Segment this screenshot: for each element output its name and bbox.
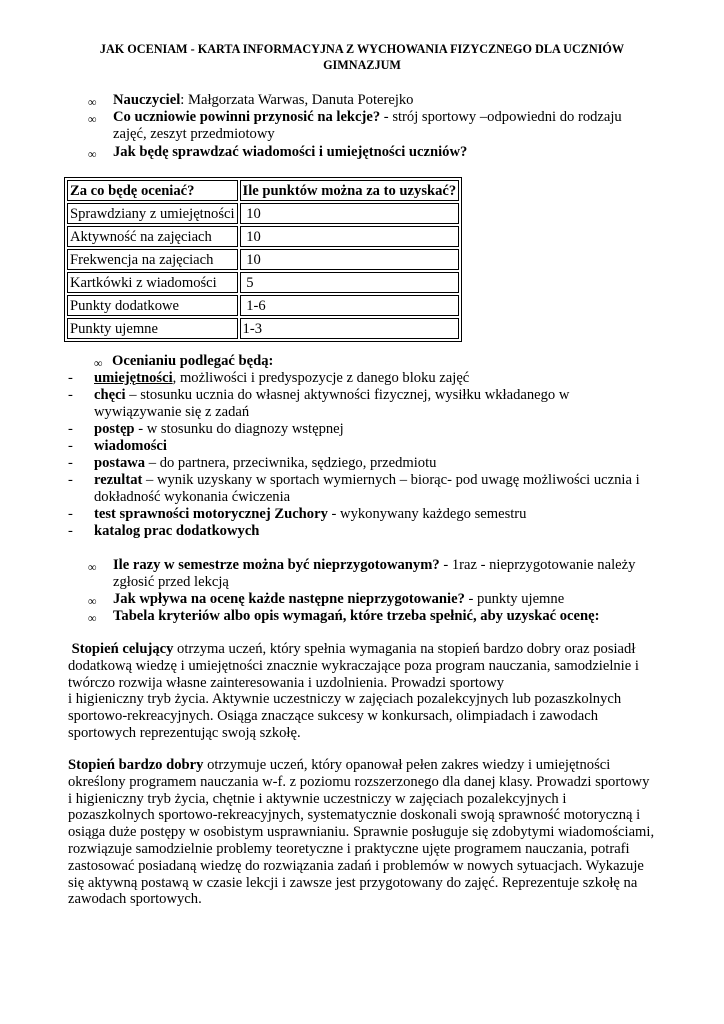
table-row	[67, 272, 459, 293]
table-cell: Punkty dodatkowe	[67, 295, 238, 316]
table-cell: 1-6	[240, 295, 460, 316]
table-row	[67, 295, 459, 316]
table-row	[67, 203, 459, 224]
assessment-heading: Jak będę sprawdzać wiadomości i umiejętności uczniów?	[113, 144, 468, 160]
dash-bullet: -	[68, 438, 73, 454]
equipment-line: Co uczniowie powinni przynosić na lekcje? - strój sportowy –odpowiedni do rodzaju	[113, 109, 622, 125]
criterion-item: postawa – do partnera, przeciwnika, sędziego, przedmiotu	[94, 455, 437, 471]
table-cell: Kartkówki z wiadomości	[67, 272, 238, 293]
criterion-item: chęci – stosunku ucznia do własnej aktywności fizycznej, wysiłku wkładanego w	[94, 387, 570, 403]
table-cell: Aktywność na zajęciach	[67, 226, 238, 247]
table-cell: 10	[240, 203, 460, 224]
grade-celujacy-paragraph: Stopień celujący otrzyma uczeń, który spełnia wymagania na stopień bardzo dobry oraz posiadł dodatkową wiedzę i umiejętności znacznie wykraczające poza program nauczania, samodzielnie i twórczo rozwija własne zainteresowania i uzdolnienia. Prowadzi sportowy i higieniczny tryb życia. Aktywnie uczestniczy w zajęciach pozalekcyjnych lub pozaszkolnych sportowo-rekreacyjnych. Osiąga znaczące sukcesy w konkursach, olimpiadach i zawodach sportowych reprezentując swoją szkołę.	[68, 641, 639, 741]
table-cell: 5	[240, 272, 460, 293]
table-header-cell: Ile punktów można za to uzyskać?	[240, 180, 460, 201]
infinity-bullet-icon: ∞	[88, 95, 97, 109]
criterion-item-cont: wywiązywanie się z zadań	[94, 404, 250, 420]
unprepared-question-cont: zgłosić przed lekcją	[113, 574, 229, 590]
criteria-table-heading: Tabela kryteriów albo opis wymagań, które trzeba spełnić, aby uzyskać ocenę:	[113, 608, 600, 624]
infinity-bullet-icon: ∞	[88, 611, 97, 625]
infinity-bullet-icon: ∞	[88, 560, 97, 574]
grade-bardzo-dobry-paragraph: Stopień bardzo dobry otrzymuje uczeń, który opanował pełen zakres wiedzy i umiejętności określony programem nauczania w-f. z poziomu rozszerzonego dla danej klasy. Prowadzi sportowy i higieniczny tryb życia, chętnie i aktywnie uczestniczy w zajęciach pozalekcyjnych i pozaszkolnych sportowo-rekreacyjnych, systematycznie doskonali swoją sprawność motoryczną i osiąga duże postępy w osobistym usprawnianiu. Sprawnie posługuje się zdobytymi wiadomościami, rozwiązuje samodzielnie problemy teoretyczne i praktyczne ujęte programem nauczania, potrafi zastosować posiadaną wiedzę do rozwiązania zadań i problemów w nowych sytuacjach. Wykazuje się aktywną postawą w czasie lekcji i zawsze jest przygotowany do zajęć. Reprezentuje szkołę na zawodach sportowych.	[68, 757, 655, 908]
unprepared-impact: Jak wpływa na ocenę każde następne nieprzygotowanie? - punkty ujemne	[113, 591, 565, 607]
table-cell: Punkty ujemne	[67, 318, 238, 339]
criteria-heading: Ocenianiu podlegać będą:	[112, 353, 274, 369]
dash-bullet: -	[68, 472, 73, 488]
table-cell: Sprawdziany z umiejętności	[67, 203, 238, 224]
teacher-line: Nauczyciel: Małgorzata Warwas, Danuta Poterejko	[113, 92, 414, 108]
table-header-cell: Za co będę oceniać?	[67, 180, 238, 201]
criterion-item: rezultat – wynik uzyskany w sportach wymiernych – biorąc- pod uwagę możliwości ucznia i	[94, 472, 640, 488]
dash-bullet: -	[68, 387, 73, 403]
unprepared-question: Ile razy w semestrze można być nieprzygotowanym? - 1raz - nieprzygotowanie należy	[113, 557, 636, 573]
grading-table	[64, 177, 462, 342]
title-line-2: GIMNAZJUM	[323, 57, 401, 72]
table-cell: Frekwencja na zajęciach	[67, 249, 238, 270]
table-cell: 10	[240, 226, 460, 247]
infinity-bullet-icon: ∞	[94, 356, 103, 370]
dash-bullet: -	[68, 506, 73, 522]
criterion-item: katalog prac dodatkowych	[94, 523, 260, 539]
table-row	[67, 226, 459, 247]
criterion-item: wiadomości	[94, 438, 167, 454]
dash-bullet: -	[68, 523, 73, 539]
infinity-bullet-icon: ∞	[88, 112, 97, 126]
equipment-line-cont: zajęć, zeszyt przedmiotowy	[113, 126, 275, 142]
infinity-bullet-icon: ∞	[88, 147, 97, 161]
criterion-item: umiejętności, możliwości i predyspozycje z danego bloku zajęć	[94, 370, 470, 386]
table-row	[67, 318, 459, 339]
document-title	[60, 42, 664, 73]
table-header-row	[67, 180, 459, 201]
table-row	[67, 249, 459, 270]
dash-bullet: -	[68, 370, 73, 386]
title-line-1: JAK OCENIAM - KARTA INFORMACYJNA Z WYCHOWANIA FIZYCZNEGO DLA UCZNIÓW	[99, 42, 625, 56]
table-cell: 10	[240, 249, 460, 270]
dash-bullet: -	[68, 421, 73, 437]
dash-bullet: -	[68, 455, 73, 471]
table-cell: 1-3	[240, 318, 460, 339]
criterion-item: test sprawności motorycznej Zuchory - wykonywany każdego semestru	[94, 506, 527, 522]
criterion-item-cont: dokładność wykonania ćwiczenia	[94, 489, 291, 505]
criterion-item: postęp - w stosunku do diagnozy wstępnej	[94, 421, 344, 437]
infinity-bullet-icon: ∞	[88, 594, 97, 608]
